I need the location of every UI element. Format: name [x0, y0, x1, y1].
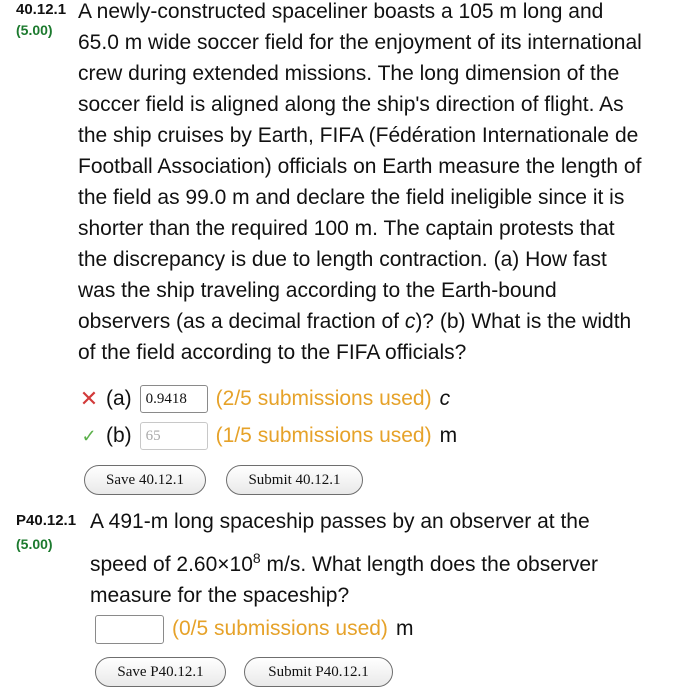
save-button[interactable]: Save 40.12.1 [84, 465, 206, 495]
submissions-counter: (2/5 submissions used) [215, 387, 432, 410]
question-line: measure for the spaceship? [90, 584, 350, 607]
answer-input-a[interactable]: 0.9418 [140, 385, 208, 413]
question-line: Football Association) officials on Earth measure the length of [78, 155, 642, 178]
answer-row-b [78, 420, 457, 452]
submissions-counter: (0/5 submissions used) [172, 617, 388, 640]
question-line-text: m/s. What length does the observer [260, 553, 599, 576]
question-line: was the ship traveling according to the Earth-bound [78, 279, 557, 302]
part-label: (a) [106, 387, 132, 410]
part-label: (b) [106, 424, 132, 447]
question-line: shorter than the required 100 m. The captain protests that [78, 217, 615, 240]
speed-of-light-symbol: c [404, 310, 416, 333]
x-mark-icon: ✕ [79, 386, 99, 411]
question-text [90, 506, 685, 611]
question-points: (5.00) [16, 22, 53, 38]
question-line: of the field according to the FIFA officials? [78, 341, 467, 364]
answer-row-a [78, 383, 450, 415]
question-number: 40.12.1 [16, 1, 67, 18]
unit-label: m [439, 424, 458, 447]
unit-label: m [395, 617, 414, 640]
submit-button[interactable]: Submit 40.12.1 [226, 465, 363, 495]
answer-input-b[interactable]: 65 [140, 422, 208, 450]
submissions-counter: (1/5 submissions used) [215, 424, 432, 447]
check-mark-icon: ✓ [81, 425, 97, 446]
question-points: (5.00) [16, 536, 53, 552]
question-line-text: observers (as a decimal fraction of [78, 310, 405, 333]
question-line: the ship cruises by Earth, FIFA (Fédération Internationale de [78, 124, 639, 147]
question-line: 65.0 m wide soccer field for the enjoyment of its international [78, 31, 642, 54]
exponent: 8 [252, 550, 261, 566]
submit-button[interactable]: Submit P40.12.1 [244, 657, 393, 687]
question-line: A 491-m long spaceship passes by an observer at the [90, 510, 590, 533]
question-line: the field as 99.0 m and declare the field ineligible since it is [78, 186, 625, 209]
answer-row [95, 613, 413, 645]
question-line [90, 549, 685, 580]
unit-label: c [439, 387, 451, 410]
question-text [78, 0, 688, 368]
question-number: P40.12.1 [16, 512, 77, 529]
question-line: the discrepancy is due to length contraction. (a) How fast [78, 248, 607, 271]
question-line-text: )? (b) What is the width [415, 310, 632, 333]
answer-input[interactable] [95, 615, 164, 644]
question-line: crew during extended missions. The long dimension of the [78, 62, 620, 85]
question-line-text: speed of 2.60×10 [90, 553, 253, 576]
save-button[interactable]: Save P40.12.1 [95, 657, 226, 687]
question-line: soccer field is aligned along the ship's direction of flight. As [78, 93, 624, 116]
question-line [78, 306, 688, 337]
question-line: A newly-constructed spaceliner boasts a 105 m long and [78, 0, 604, 23]
